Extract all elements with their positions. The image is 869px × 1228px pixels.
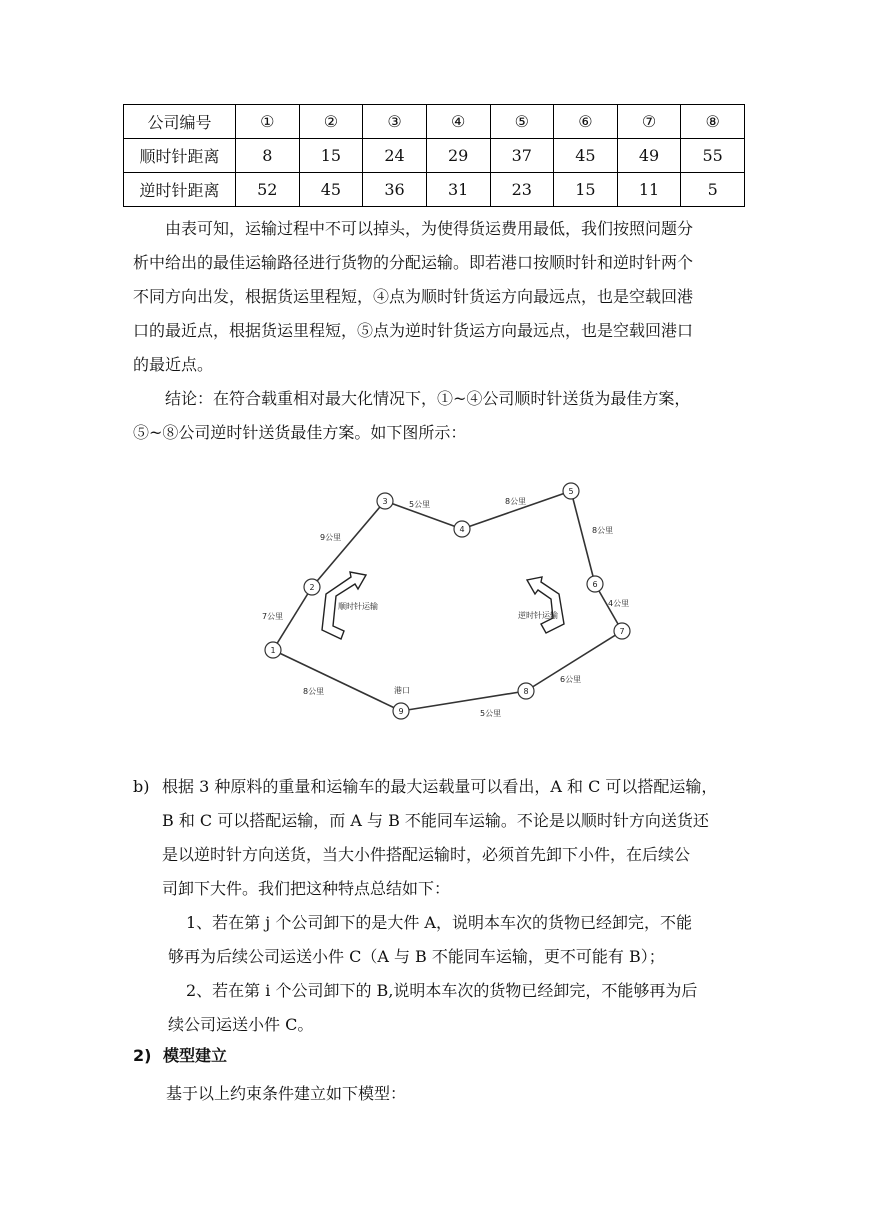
table-cell: 24 xyxy=(363,139,427,173)
counterclockwise-label: 逆时针运输 xyxy=(518,611,558,620)
edge-label: 5公里 xyxy=(480,709,502,718)
clockwise-label: 顺时针运输 xyxy=(338,602,378,611)
text-line: 根据 3 种原料的重量和运输车的最大运载量可以看出，A 和 C 可以搭配运输， xyxy=(162,777,718,796)
table-header-row xyxy=(124,105,745,139)
table-cell: ⑤ xyxy=(490,105,554,139)
text-line: 1、若在第 j 个公司卸下的是大件 A，说明本车次的货物已经卸完，不能 xyxy=(186,913,692,932)
port-label: 港口 xyxy=(394,686,410,695)
table-cell: 公司编号 xyxy=(124,105,236,139)
item-b-marker: b) xyxy=(133,777,150,796)
text-line: 续公司运送小件 C。 xyxy=(168,1015,314,1034)
table-cell: 23 xyxy=(490,173,554,207)
table-cell: 15 xyxy=(554,173,618,207)
table-cell: 52 xyxy=(236,173,300,207)
node-label: 8 xyxy=(523,687,529,696)
edge-label: 9公里 xyxy=(320,533,342,542)
node-label: 9 xyxy=(398,707,404,716)
text-line: 由表可知，运输过程中不可以掉头，为使得货运费用最低，我们按照问题分 xyxy=(165,219,694,238)
table-row xyxy=(124,139,745,173)
text-line: 的最近点。 xyxy=(133,355,214,374)
route-diagram xyxy=(240,476,650,734)
text-line: B 和 C 可以搭配运输，而 A 与 B 不能同车运输。不论是以顺时针方向送货还 xyxy=(162,811,709,830)
table-cell: 顺时针距离 xyxy=(124,139,236,173)
node-label: 7 xyxy=(619,627,625,636)
table-cell: 36 xyxy=(363,173,427,207)
table-cell: ① xyxy=(236,105,300,139)
node-label: 1 xyxy=(270,646,276,655)
edge-label: 8公里 xyxy=(592,526,614,535)
edge-label: 8公里 xyxy=(505,497,527,506)
text-line: 司卸下大件。我们把这种特点总结如下： xyxy=(162,879,451,898)
table-cell: 8 xyxy=(236,139,300,173)
table-cell: 49 xyxy=(617,139,681,173)
edge-label: 4公里 xyxy=(608,599,630,608)
text-line: 析中给出的最佳运输路径进行货物的分配运输。即若港口按顺时针和逆时针两个 xyxy=(133,253,694,272)
table-cell: ⑥ xyxy=(554,105,618,139)
text-line: 2、若在第 i 个公司卸下的 B,说明本车次的货物已经卸完，不能够再为后 xyxy=(186,981,698,1000)
node-label: 3 xyxy=(382,497,388,506)
table-cell: ⑦ xyxy=(617,105,681,139)
table-cell: 31 xyxy=(426,173,490,207)
table-cell: 37 xyxy=(490,139,554,173)
table-cell: 55 xyxy=(681,139,745,173)
edge-label: 5公里 xyxy=(409,500,431,509)
text-line: 结论：在符合载重相对最大化情况下，①~④公司顺时针送货为最佳方案， xyxy=(165,389,691,408)
table-cell: ② xyxy=(299,105,363,139)
node-label: 2 xyxy=(309,583,315,592)
text-line: 不同方向出发，根据货运里程短，④点为顺时针货运方向最远点，也是空载回港 xyxy=(133,287,694,306)
section-number: 2) xyxy=(133,1046,152,1065)
edge-label: 7公里 xyxy=(262,612,284,621)
text-line: 口的最近点，根据货运里程短，⑤点为逆时针货运方向最远点，也是空载回港口 xyxy=(133,321,694,340)
text-line: 够再为后续公司运送小件 C（A 与 B 不能同车运输，更不可能有 B）； xyxy=(168,947,665,966)
table-cell: ③ xyxy=(363,105,427,139)
edge-label: 8公里 xyxy=(303,687,325,696)
table-row xyxy=(124,173,745,207)
table-cell: 逆时针距离 xyxy=(124,173,236,207)
rule-2-paragraph xyxy=(168,974,697,1042)
node-label: 5 xyxy=(568,487,574,496)
table-cell: ④ xyxy=(426,105,490,139)
edge-label: 6公里 xyxy=(560,675,582,684)
distance-table xyxy=(123,104,745,207)
node-label: 4 xyxy=(459,525,465,534)
table-cell: 45 xyxy=(554,139,618,173)
table-cell: 11 xyxy=(617,173,681,207)
section-heading xyxy=(133,1043,227,1066)
table-cell: ⑧ xyxy=(681,105,745,139)
table-cell: 15 xyxy=(299,139,363,173)
node-label: 6 xyxy=(592,580,598,589)
counterclockwise-arrow-icon xyxy=(527,577,564,633)
section-intro: 基于以上约束条件建立如下模型： xyxy=(166,1084,407,1103)
section-title: 模型建立 xyxy=(163,1046,228,1065)
item-b-paragraph xyxy=(162,770,717,906)
text-line: 是以逆时针方向送货，当大小件搭配运输时，必须首先卸下小件，在后续公 xyxy=(162,845,691,864)
table-cell: 29 xyxy=(426,139,490,173)
analysis-paragraph xyxy=(133,212,693,382)
table-cell: 5 xyxy=(681,173,745,207)
text-line: ⑤~⑧公司逆时针送货最佳方案。如下图所示： xyxy=(133,423,467,442)
table-cell: 45 xyxy=(299,173,363,207)
conclusion-paragraph xyxy=(133,382,690,450)
rule-1-paragraph xyxy=(168,906,692,974)
